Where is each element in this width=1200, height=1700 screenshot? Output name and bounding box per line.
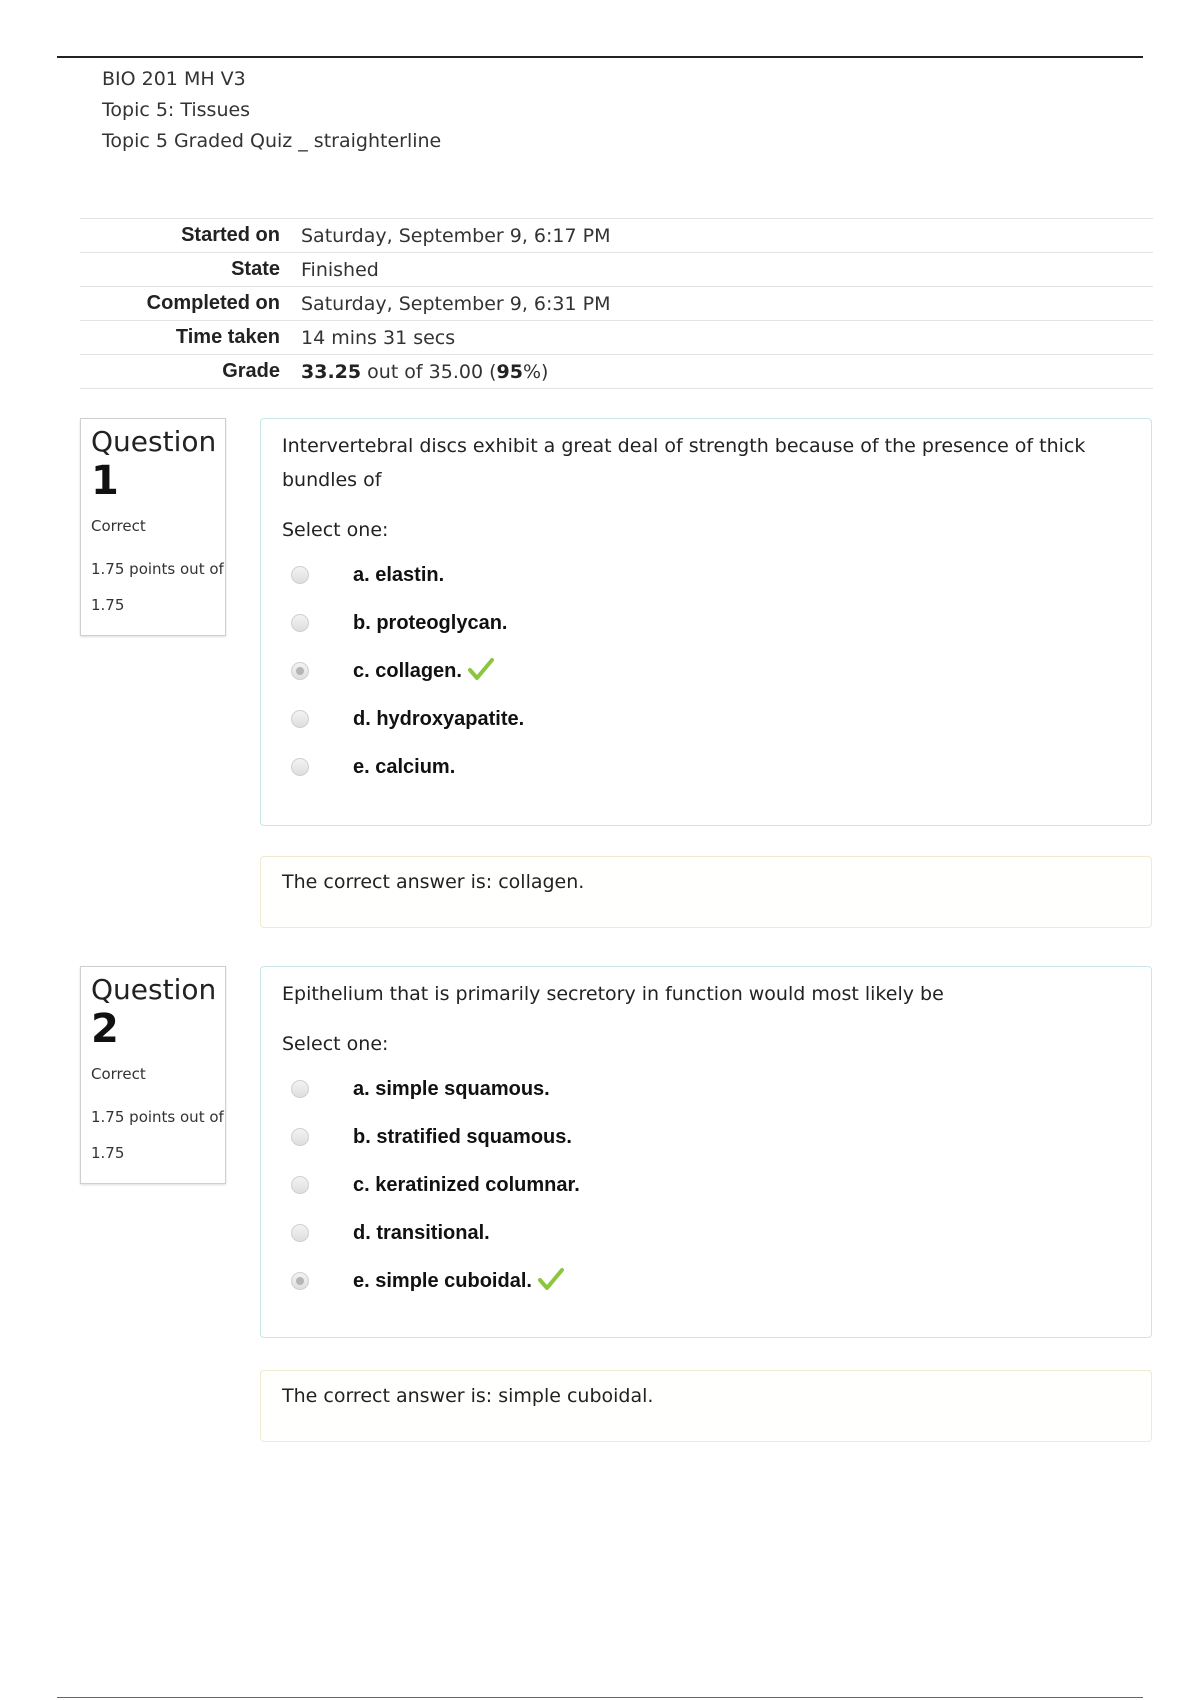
state-value: Finished: [301, 253, 1153, 287]
completed-value: Saturday, September 9, 6:31 PM: [301, 287, 1153, 321]
answer-label: c. keratinized columnar.: [353, 1173, 580, 1196]
course-title: BIO 201 MH V3: [102, 68, 246, 90]
question-1-word: Question: [91, 425, 217, 458]
time-taken-label: Time taken: [80, 321, 301, 355]
question-1-state: Correct: [91, 517, 146, 535]
summary-row-state: [80, 253, 1153, 287]
question-2-word: Question: [91, 973, 217, 1006]
question-1-info: [80, 418, 226, 636]
answer-label: d. hydroxyapatite.: [353, 707, 525, 730]
question-2-answer-c[interactable]: [282, 1161, 1130, 1209]
summary-row-time: [80, 321, 1153, 355]
radio-button-icon[interactable]: [291, 1080, 309, 1098]
question-2-feedback: The correct answer is: simple cuboidal.: [260, 1370, 1152, 1442]
grade-label: Grade: [80, 355, 301, 389]
question-2-info: [80, 966, 226, 1184]
radio-button-icon[interactable]: [291, 566, 309, 584]
question-1-answer-d[interactable]: [282, 695, 1130, 743]
question-2-box: [260, 966, 1152, 1338]
page-header: [102, 64, 441, 157]
radio-button-icon[interactable]: [291, 758, 309, 776]
time-taken-value: 14 mins 31 secs: [301, 321, 1153, 355]
grade-percent-sign: %): [522, 360, 549, 383]
radio-button-icon[interactable]: [291, 1224, 309, 1242]
question-1-answer-b[interactable]: [282, 599, 1130, 647]
answer-label: a. elastin.: [353, 563, 445, 586]
grade-out-of: out of 35.00 (: [361, 360, 497, 383]
question-1-answer-a[interactable]: [282, 551, 1130, 599]
grade-percent: 95: [496, 360, 523, 383]
question-1-number: 1: [91, 458, 119, 504]
radio-button-icon[interactable]: [291, 1128, 309, 1146]
question-2-answer-a[interactable]: [282, 1065, 1130, 1113]
radio-button-icon[interactable]: [291, 1272, 309, 1290]
summary-row-started: [80, 219, 1153, 253]
top-rule: [57, 56, 1143, 58]
question-2-prompt: Select one:: [282, 1033, 389, 1055]
started-value: Saturday, September 9, 6:17 PM: [301, 219, 1153, 253]
grade-value: [301, 355, 1153, 389]
question-2-text: Epithelium that is primarily secretory in function would most likely be: [282, 983, 944, 1005]
radio-button-icon[interactable]: [291, 1176, 309, 1194]
answer-label: b. proteoglycan.: [353, 611, 508, 634]
question-1-feedback: The correct answer is: collagen.: [260, 856, 1152, 928]
answer-label: a. simple squamous.: [353, 1077, 550, 1100]
topic-title: Topic 5: Tissues: [102, 99, 251, 121]
summary-row-grade: [80, 355, 1153, 389]
check-mark-icon: [468, 657, 494, 686]
grade-score: 33.25: [301, 360, 362, 383]
question-2-answer-e[interactable]: [282, 1257, 1130, 1305]
radio-button-icon[interactable]: [291, 710, 309, 728]
check-mark-icon: [538, 1267, 564, 1296]
radio-button-icon[interactable]: [291, 662, 309, 680]
answer-label: b. stratified squamous.: [353, 1125, 572, 1148]
summary-row-completed: [80, 287, 1153, 321]
question-2-state: Correct: [91, 1065, 146, 1083]
question-2-answers: [282, 1065, 1130, 1305]
completed-label: Completed on: [80, 287, 301, 321]
started-label: Started on: [80, 219, 301, 253]
answer-label: d. transitional.: [353, 1221, 490, 1244]
question-1-prompt: Select one:: [282, 519, 389, 541]
question-1-answers: [282, 551, 1130, 791]
question-2-answer-b[interactable]: [282, 1113, 1130, 1161]
question-2-answer-d[interactable]: [282, 1209, 1130, 1257]
bottom-rule: [57, 1697, 1143, 1698]
question-2-points: 1.75 points out of 1.75: [91, 1108, 224, 1162]
attempt-summary-table: [80, 218, 1153, 389]
question-1-text: Intervertebral discs exhibit a great deal of strength because of the presence of thick bundles of: [282, 435, 1086, 491]
state-label: State: [80, 253, 301, 287]
answer-label: e. simple cuboidal.: [353, 1269, 532, 1292]
question-2-number: 2: [91, 1006, 119, 1052]
question-1-answer-c[interactable]: [282, 647, 1130, 695]
radio-button-icon[interactable]: [291, 614, 309, 632]
answer-label: e. calcium.: [353, 755, 456, 778]
question-1-box: [260, 418, 1152, 826]
question-1-answer-e[interactable]: [282, 743, 1130, 791]
question-1-points: 1.75 points out of 1.75: [91, 560, 224, 614]
quiz-title: Topic 5 Graded Quiz _ straighterline: [102, 130, 442, 152]
answer-label: c. collagen.: [353, 659, 462, 682]
